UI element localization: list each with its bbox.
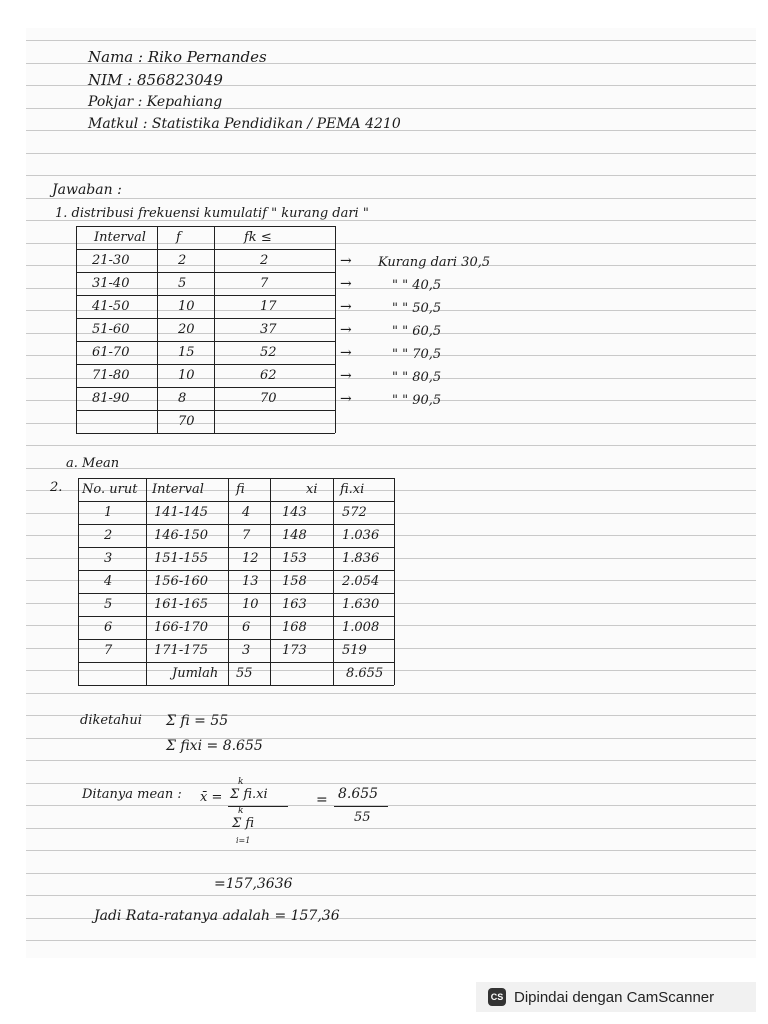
table-header: Interval [94,230,146,245]
interval-cell: 141-145 [154,505,209,520]
ruled-line [26,648,756,649]
cumulative-cell: 17 [260,299,277,314]
table-rule [76,226,335,227]
table-rule [76,272,335,273]
value-denominator: 55 [354,810,371,825]
xi-cell: 158 [282,574,307,589]
cumulative-note: " " 40,5 [392,278,442,293]
student-name: Nama : Riko Pernandes [88,48,267,66]
fi-cell: 10 [242,597,259,612]
table-rule [76,364,335,365]
table-rule [78,478,79,685]
table-header: fk ≤ [244,230,272,245]
ruled-line [26,738,756,739]
table-rule [76,341,335,342]
camscanner-icon: CS [488,988,506,1006]
table-rule [78,547,394,548]
arrow-icon: → [340,253,352,269]
fixi-cell: 519 [342,643,367,658]
student-nim: NIM : 856823049 [88,71,223,89]
camscanner-text: Dipindai dengan CamScanner [514,988,715,1006]
frequency-cell: 15 [178,345,195,360]
table-rule [146,478,147,685]
ruled-line [26,423,756,424]
xi-cell: 168 [282,620,307,635]
table-rule [76,226,77,433]
interval-cell: 41-50 [92,299,130,314]
ruled-line [26,445,756,446]
table-header: fi [236,482,245,497]
diketahui-label: diketahui [80,713,142,728]
fixi-cell: 1.630 [342,597,380,612]
ruled-line [26,40,756,41]
interval-cell: 61-70 [92,345,130,360]
frequency-cell: 10 [178,368,195,383]
cumulative-note: " " 60,5 [392,324,442,339]
table-rule [78,501,394,502]
formula-limit-top: k [238,777,244,787]
ruled-line [26,355,756,356]
arrow-icon: → [340,322,352,338]
interval-cell: 81-90 [92,391,130,406]
course-name: Matkul : Statistika Pendidikan / PEMA 4210 [88,116,401,132]
interval-cell: 171-175 [154,643,209,658]
cumulative-cell: 52 [260,345,277,360]
row-number-cell: 6 [104,620,113,635]
interval-cell: 161-165 [154,597,209,612]
total-cell: 70 [178,414,195,429]
formula-lhs: x̄ = [200,790,223,805]
ditanya-label: Ditanya mean : [82,787,182,802]
arrow-icon: → [340,299,352,315]
ruled-line [26,625,756,626]
interval-cell: 21-30 [92,253,130,268]
interval-cell: 31-40 [92,276,130,291]
table-rule [78,616,394,617]
conclusion: Jadi Rata-ratanya adalah = 157,36 [94,908,340,924]
ruled-line [26,693,756,694]
ruled-line [26,558,756,559]
arrow-icon: → [340,276,352,292]
table-rule [78,478,394,479]
cumulative-cell: 2 [260,253,269,268]
cumulative-cell: 70 [260,391,277,406]
frequency-cell: 5 [178,276,187,291]
table-rule [78,662,394,663]
xi-cell: 173 [282,643,307,658]
ruled-line [26,850,756,851]
frequency-cell: 8 [178,391,187,406]
formula-limit-top-2: k [238,806,244,816]
mean-result: =157,3636 [214,876,293,892]
frequency-cell: 2 [178,253,187,268]
cumulative-note: " " 50,5 [392,301,442,316]
mean-subheading: a. Mean [66,456,120,471]
student-pokjar: Pokjar : Kepahiang [88,94,223,110]
equals-sign: = [316,792,328,808]
ruled-line [26,310,756,311]
table-rule [78,639,394,640]
fixi-cell: 572 [342,505,367,520]
interval-cell: 146-150 [154,528,209,543]
cumulative-note: " " 90,5 [392,393,442,408]
ruled-line [26,468,756,469]
q1-title: 1. distribusi frekuensi kumulatif " kurang dari " [55,206,369,221]
formula-denominator: Σ fi [232,816,254,831]
arrow-icon: → [340,368,352,384]
table-header: fi.xi [340,482,365,497]
fi-cell: 3 [242,643,251,658]
interval-cell: 156-160 [154,574,209,589]
frequency-cell: 20 [178,322,195,337]
ruled-line [26,873,756,874]
table-rule [228,478,229,685]
cumulative-cell: 7 [260,276,269,291]
fi-cell: 4 [242,505,251,520]
cumulative-note: " " 70,5 [392,347,442,362]
fixi-cell: 1.836 [342,551,380,566]
row-number-cell: 5 [104,597,113,612]
ruled-line [26,513,756,514]
table-rule [335,226,336,433]
row-number-cell: 7 [104,643,113,658]
ruled-line [26,288,756,289]
ruled-line [26,828,756,829]
jumlah-fixi: 8.655 [346,666,384,681]
table-rule [157,226,158,433]
fi-cell: 7 [242,528,251,543]
ruled-line [26,603,756,604]
table-rule [333,478,334,685]
cumulative-cell: 62 [260,368,277,383]
table-header: Interval [152,482,204,497]
ruled-line [26,783,756,784]
table-header: No. urut [82,482,138,497]
table-rule [214,226,215,433]
formula-fraction-bar [228,806,288,807]
table-rule [76,433,335,434]
jumlah-label: Jumlah [172,666,219,681]
frequency-cell: 10 [178,299,195,314]
ruled-line [26,333,756,334]
fixi-cell: 1.008 [342,620,380,635]
cumulative-cell: 37 [260,322,277,337]
answer-heading: Jawaban : [52,182,122,198]
table-rule [78,524,394,525]
fi-cell: 12 [242,551,259,566]
value-numerator: 8.655 [338,786,379,802]
xi-cell: 153 [282,551,307,566]
fi-cell: 6 [242,620,251,635]
table-rule [78,593,394,594]
row-number-cell: 2 [104,528,113,543]
table-rule [78,685,394,686]
ruled-line [26,198,756,199]
table-header: f [176,230,181,245]
ruled-line [26,378,756,379]
sum-fixi: Σ fixi = 8.655 [166,738,263,754]
fixi-cell: 1.036 [342,528,380,543]
xi-cell: 163 [282,597,307,612]
value-fraction-bar [334,806,388,807]
ruled-line [26,895,756,896]
ruled-line [26,670,756,671]
table-rule [76,387,335,388]
cumulative-note: Kurang dari 30,5 [378,255,491,270]
table-header: xi [306,482,318,497]
camscanner-banner [476,982,756,1012]
table-rule [76,410,335,411]
ruled-line [26,580,756,581]
row-number-cell: 1 [104,505,113,520]
arrow-icon: → [340,345,352,361]
table-rule [76,318,335,319]
cumulative-note: " " 80,5 [392,370,442,385]
table-rule [78,570,394,571]
table-rule [76,249,335,250]
arrow-icon: → [340,391,352,407]
ruled-line [26,940,756,941]
fi-cell: 13 [242,574,259,589]
row-number-cell: 3 [104,551,113,566]
interval-cell: 166-170 [154,620,209,635]
table-rule [270,478,271,685]
xi-cell: 143 [282,505,307,520]
xi-cell: 148 [282,528,307,543]
interval-cell: 51-60 [92,322,130,337]
table-rule [394,478,395,685]
interval-cell: 71-80 [92,368,130,383]
formula-limit-bottom: i=1 [236,836,251,845]
ruled-line [26,153,756,154]
ruled-line [26,400,756,401]
row-number-cell: 4 [104,574,113,589]
table-rule [76,295,335,296]
q2-number: 2. [50,480,63,495]
fixi-cell: 2.054 [342,574,380,589]
sum-fi: Σ fi = 55 [166,713,229,729]
ruled-line [26,175,756,176]
ruled-line [26,760,756,761]
interval-cell: 151-155 [154,551,209,566]
ruled-line [26,535,756,536]
ruled-line [26,805,756,806]
jumlah-fi: 55 [236,666,253,681]
formula-numerator: Σ fi.xi [230,787,268,802]
